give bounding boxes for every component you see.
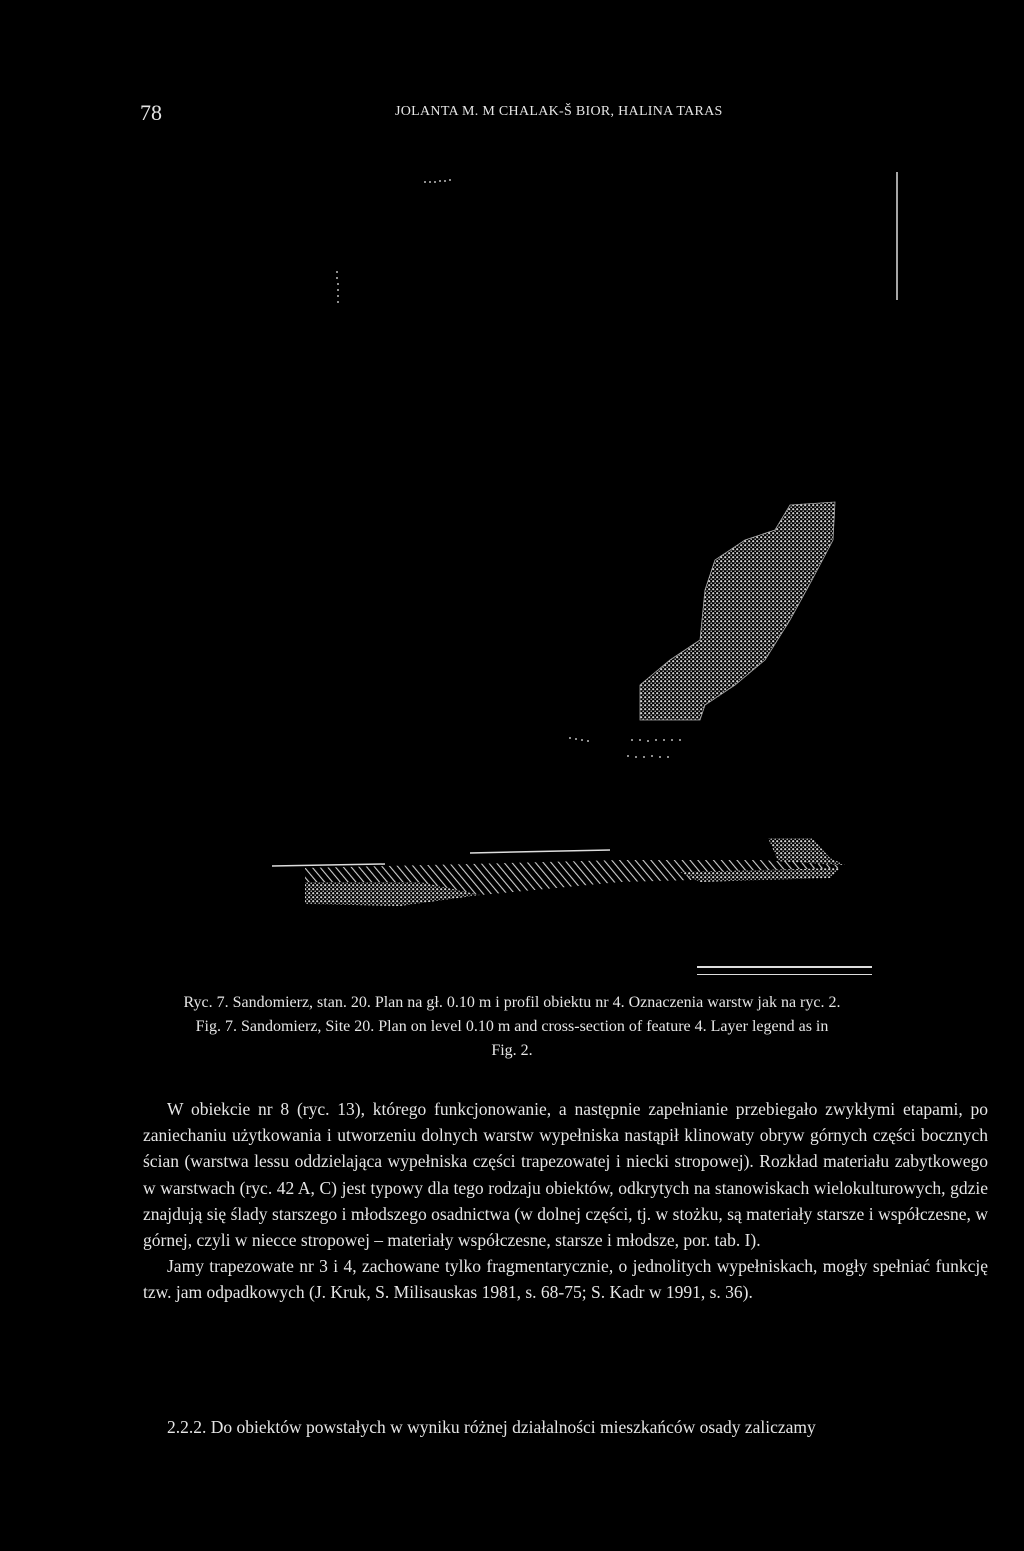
paragraph-feature-8: W obiekcie nr 8 (ryc. 13), którego funkcjonowanie, a następnie zapełnianie przebiegało zwykłymi etapami, po zaniechaniu użytkowania i utworzeniu dolnych warstw wypełniska nastąpił klinowaty obryw górnych części bocznych ścian (warstwa lessu oddzielająca wypełniska części trapezowatej i niecki stropowej). Rozkład materiału zabytkowego w warstwach (ryc. 42 A, C) jest typowy dla tego rodzaju obiektów, odkrytych na stanowiskach wielokulturowych, gdzie znajdują się ślady starszego i młodszego osadnictwa (w dolnej części, tj. w stożku, są materiały starsze i współczesne, w górnej, czyli w niecce stropowej – materiały współczesne, starsze i młodsze, por. tab. I). <box>143 1099 988 1251</box>
scale-bar <box>697 966 872 975</box>
figure-caption-english-continuation: Fig. 2. <box>491 1042 533 1059</box>
paragraph-trapezoidal-pits: Jamy trapezowate nr 3 i 4, zachowane tylko fragmentarycznie, o jednolitych wypełniskach, mogły spełniać funkcję tzw. jam odpadkowych (J. Kruk, S. Milisauskas 1981, s. 68-75; S. Kadr w 1991, s. 36). <box>143 1256 988 1303</box>
running-header: JOLANTA M. M CHALAK-Š BIOR, HALINA TARAS <box>395 104 723 119</box>
section-heading-line: 2.2.2. Do obiektów powstałych w wyniku różnej działalności mieszkańców osady zaliczamy <box>167 1417 816 1437</box>
plan-dot-fragments <box>569 737 681 758</box>
page-number: 78 <box>140 100 162 125</box>
cross-section-profile <box>272 838 845 906</box>
feature-plan-figure <box>0 160 1024 920</box>
body-text <box>143 1096 988 1306</box>
dot-marks-top <box>336 179 451 303</box>
feature-plan-shape <box>640 502 835 720</box>
figure-caption-polish: Ryc. 7. Sandomierz, stan. 20. Plan na gł. 0.10 m i profil obiektu nr 4. Oznaczenia warstw jak na ryc. 2. <box>183 994 841 1011</box>
figure-caption-english: Fig. 7. Sandomierz, Site 20. Plan on level 0.10 m and cross-section of feature 4. Layer legend as in <box>195 1018 829 1035</box>
